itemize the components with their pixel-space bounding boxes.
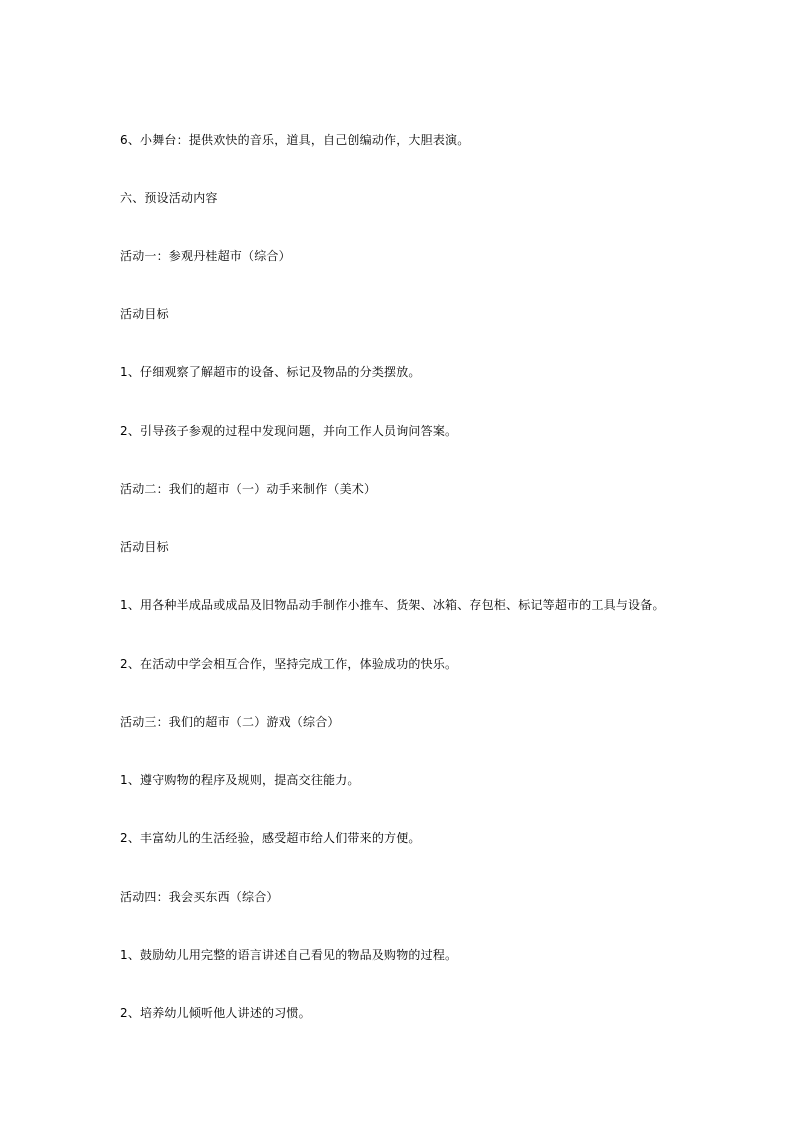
activity-1-goal-2: 2、引导孩子参观的过程中发现问题，并向工作人员询问答案。 [120,424,458,438]
activity-4-goal-2: 2、培养幼儿倾听他人讲述的习惯。 [120,1006,311,1020]
activity-1-goals-label: 活动目标 [120,307,169,321]
activity-2-goal-2: 2、在活动中学会相互合作，坚持完成工作，体验成功的快乐。 [120,657,458,671]
section-heading-activities: 六、预设活动内容 [120,191,218,205]
paragraph-small-stage: 6、小舞台：提供欢快的音乐，道具，自己创编动作，大胆表演。 [120,133,470,147]
activity-1-title: 活动一：参观丹桂超市（综合） [120,249,291,263]
activity-1-goal-1: 1、仔细观察了解超市的设备、标记及物品的分类摆放。 [120,365,421,379]
activity-2-goals-label: 活动目标 [120,540,169,554]
activity-4-goal-1: 1、鼓励幼儿用完整的语言讲述自己看见的物品及购物的过程。 [120,948,458,962]
activity-3-goal-1: 1、遵守购物的程序及规则，提高交往能力。 [120,773,360,787]
activity-2-goal-1: 1、用各种半成品或成品及旧物品动手制作小推车、货架、冰箱、存包柜、标记等超市的工具与设备。 [120,598,665,612]
activity-2-title: 活动二：我们的超市（一）动手来制作（美术） [120,482,377,496]
activity-3-goal-2: 2、丰富幼儿的生活经验，感受超市给人们带来的方便。 [120,831,421,845]
activity-3-title: 活动三：我们的超市（二）游戏（综合） [120,715,340,729]
activity-4-title: 活动四：我会买东西（综合） [120,890,279,904]
